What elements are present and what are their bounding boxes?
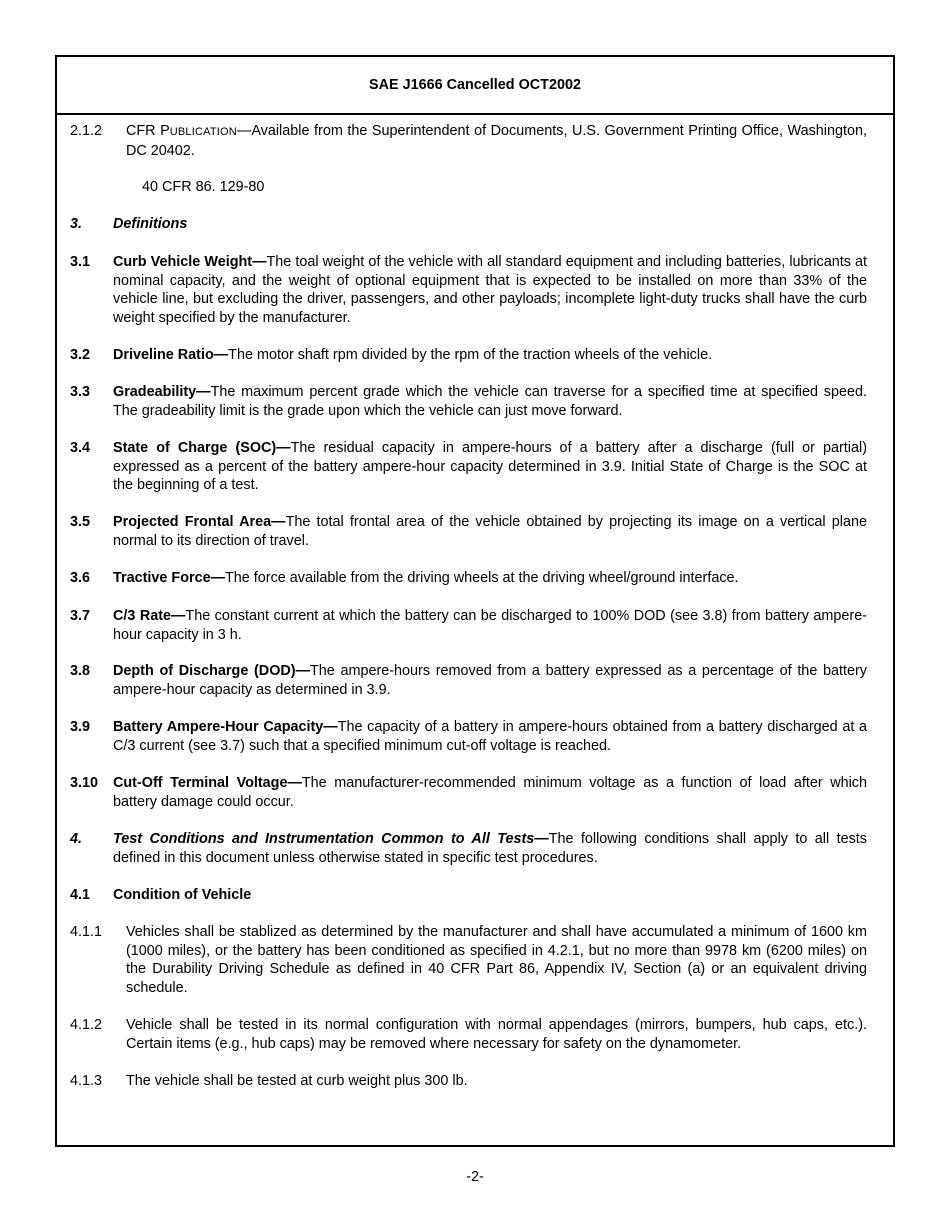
definition-body: The constant current at which the battery can be discharged to 100% DOD (see 3.8) from battery ampere-hour capacity in 3 h.: [113, 608, 867, 643]
reference-text: 40 CFR 86. 129-80: [142, 179, 265, 195]
section-number: 4.1.2: [70, 1017, 103, 1033]
title-initial: CFR P: [126, 123, 170, 139]
definition-number: 3.9: [70, 719, 91, 735]
definition-number: 3.2: [70, 347, 91, 363]
definition-body: The residual capacity in ampere-hours of a battery after a discharge (full or partial) expressed as a percent of the battery ampere-hour capacity determined in 3.9. Initial State of Charge is the SOC at the beginning of a test.: [113, 440, 867, 494]
definition-number: 3.10: [70, 775, 99, 791]
definition-term: Battery Ampere-Hour Capacity—: [113, 719, 338, 735]
section-4-1-1: [70, 923, 867, 997]
section-4-1-heading: [70, 886, 867, 905]
section-body-text: Vehicles shall be stablized as determined by the manufacturer and shall have accumulated a minimum of 1600 km (1000 miles), or the battery has been conditioned as specified in 4.2.1, but no more than 9978 km (6200 miles) on the Durability Driving Schedule as defined in 40 CFR Part 86, Appendix IV, Section (a) or an equivalent driving schedule.: [126, 924, 867, 996]
definition-number: 3.8: [70, 663, 91, 679]
definition-text: [113, 718, 867, 755]
section-text: [126, 122, 867, 160]
definition-term: Cut-Off Terminal Voltage—: [113, 775, 302, 791]
definition-number: 3.4: [70, 440, 91, 456]
definition-text: [113, 439, 867, 495]
section-number: 4.1.3: [70, 1073, 103, 1089]
section-body-text: —Available from the Superintendent of Documents, U.S. Government Printing Office, Washington, DC 20402.: [126, 123, 867, 159]
section-number: 4.1: [70, 887, 91, 903]
definition-number: 3.1: [70, 254, 91, 270]
section-number: 2.1.2: [70, 123, 103, 139]
definition-number: 3.7: [70, 608, 91, 624]
definition-body: The maximum percent grade which the vehicle can traverse for a specified time at specified speed. The gradeability limit is the grade upon which the vehicle can just move forward.: [113, 384, 867, 419]
section-4-1-2: [70, 1016, 867, 1053]
document-title: SAE J1666 Cancelled OCT2002: [369, 77, 581, 93]
definition-3-8: [70, 662, 867, 699]
page-number: -2-: [466, 1169, 484, 1185]
definition-3-2: [70, 346, 867, 365]
definition-text: [113, 774, 867, 811]
section-body-text: Vehicle shall be tested in its normal configuration with normal appendages (mirrors, bumpers, hub caps, etc.). Certain items (e.g., hub caps) may be removed where necessary for safety on the dynamometer.: [126, 1017, 867, 1052]
section-4: [70, 830, 867, 867]
page-frame: [55, 55, 895, 1147]
section-3-heading: [70, 215, 867, 234]
definition-body: The motor shaft rpm divided by the rpm of the traction wheels of the vehicle.: [228, 347, 713, 363]
definition-text: [113, 253, 867, 327]
definition-3-6: [70, 569, 867, 588]
definition-3-1: [70, 253, 867, 327]
section-title: Condition of Vehicle: [113, 887, 252, 903]
definition-term: Depth of Discharge (DOD)—: [113, 663, 310, 679]
section-number: 4.1.1: [70, 924, 103, 940]
section-body-text: The following conditions shall apply to all tests defined in this document unless otherwise stated in specific test procedures.: [113, 831, 868, 866]
definition-text: [113, 346, 867, 365]
section-title: Definitions: [113, 216, 188, 232]
definition-3-10: [70, 774, 867, 811]
definition-term: Projected Frontal Area—: [113, 514, 286, 530]
definition-text: [113, 662, 867, 699]
section-text: [113, 830, 867, 867]
section-body-text: The vehicle shall be tested at curb weight plus 300 lb.: [126, 1073, 468, 1089]
definition-text: [113, 607, 867, 644]
section-number: 3.: [70, 216, 83, 232]
definition-3-4: [70, 439, 867, 495]
section-2-1-2: [70, 122, 867, 160]
definition-term: Curb Vehicle Weight—: [113, 254, 267, 270]
title-small-caps: UBLICATION: [169, 126, 237, 138]
definition-number: 3.6: [70, 570, 91, 586]
definition-text: [113, 383, 867, 420]
definition-text: [113, 569, 867, 588]
definition-body: The manufacturer-recommended minimum voltage as a function of load after which battery damage could occur.: [113, 775, 867, 810]
definition-3-7: [70, 607, 867, 644]
section-4-1-3: [70, 1072, 867, 1091]
definition-body: The toal weight of the vehicle with all standard equipment and including batteries, lubricants at nominal capacity, and the weight of optional equipment that is expected to be installed on more than 33% of the vehicle line, but excluding the driver, passengers, and other payloads; incomplete light-duty trucks shall have the curb weight specified by the manufacturer.: [113, 254, 868, 326]
definition-body: The total frontal area of the vehicle obtained by projecting its image on a vertical plane normal to its direction of travel.: [113, 514, 867, 549]
definition-3-3: [70, 383, 867, 420]
definition-body: The capacity of a battery in ampere-hours obtained from a battery discharged at a C/3 current (see 3.7) such that a specified minimum cut-off voltage is reached.: [113, 719, 867, 754]
definition-term: Driveline Ratio—: [113, 347, 229, 363]
cfr-reference: [70, 178, 867, 197]
definition-term: C/3 Rate—: [113, 608, 186, 624]
definition-term: State of Charge (SOC)—: [113, 440, 291, 456]
definition-number: 3.3: [70, 384, 91, 400]
page-header: [57, 57, 893, 115]
definition-term: Tractive Force—: [113, 570, 225, 586]
section-number: 4.: [70, 831, 83, 847]
definition-body: The force available from the driving wheels at the driving wheel/ground interface.: [224, 570, 739, 586]
definition-3-5: [70, 513, 867, 550]
section-title: Test Conditions and Instrumentation Common to All Tests—: [113, 831, 549, 847]
section-title: [126, 123, 237, 139]
definition-body: The ampere-hours removed from a battery expressed as a percentage of the battery ampere-hour capacity as determined in 3.9.: [113, 663, 868, 698]
definition-number: 3.5: [70, 514, 91, 530]
definition-term: Gradeability—: [113, 384, 211, 400]
definition-3-9: [70, 718, 867, 755]
definition-text: [113, 513, 867, 550]
